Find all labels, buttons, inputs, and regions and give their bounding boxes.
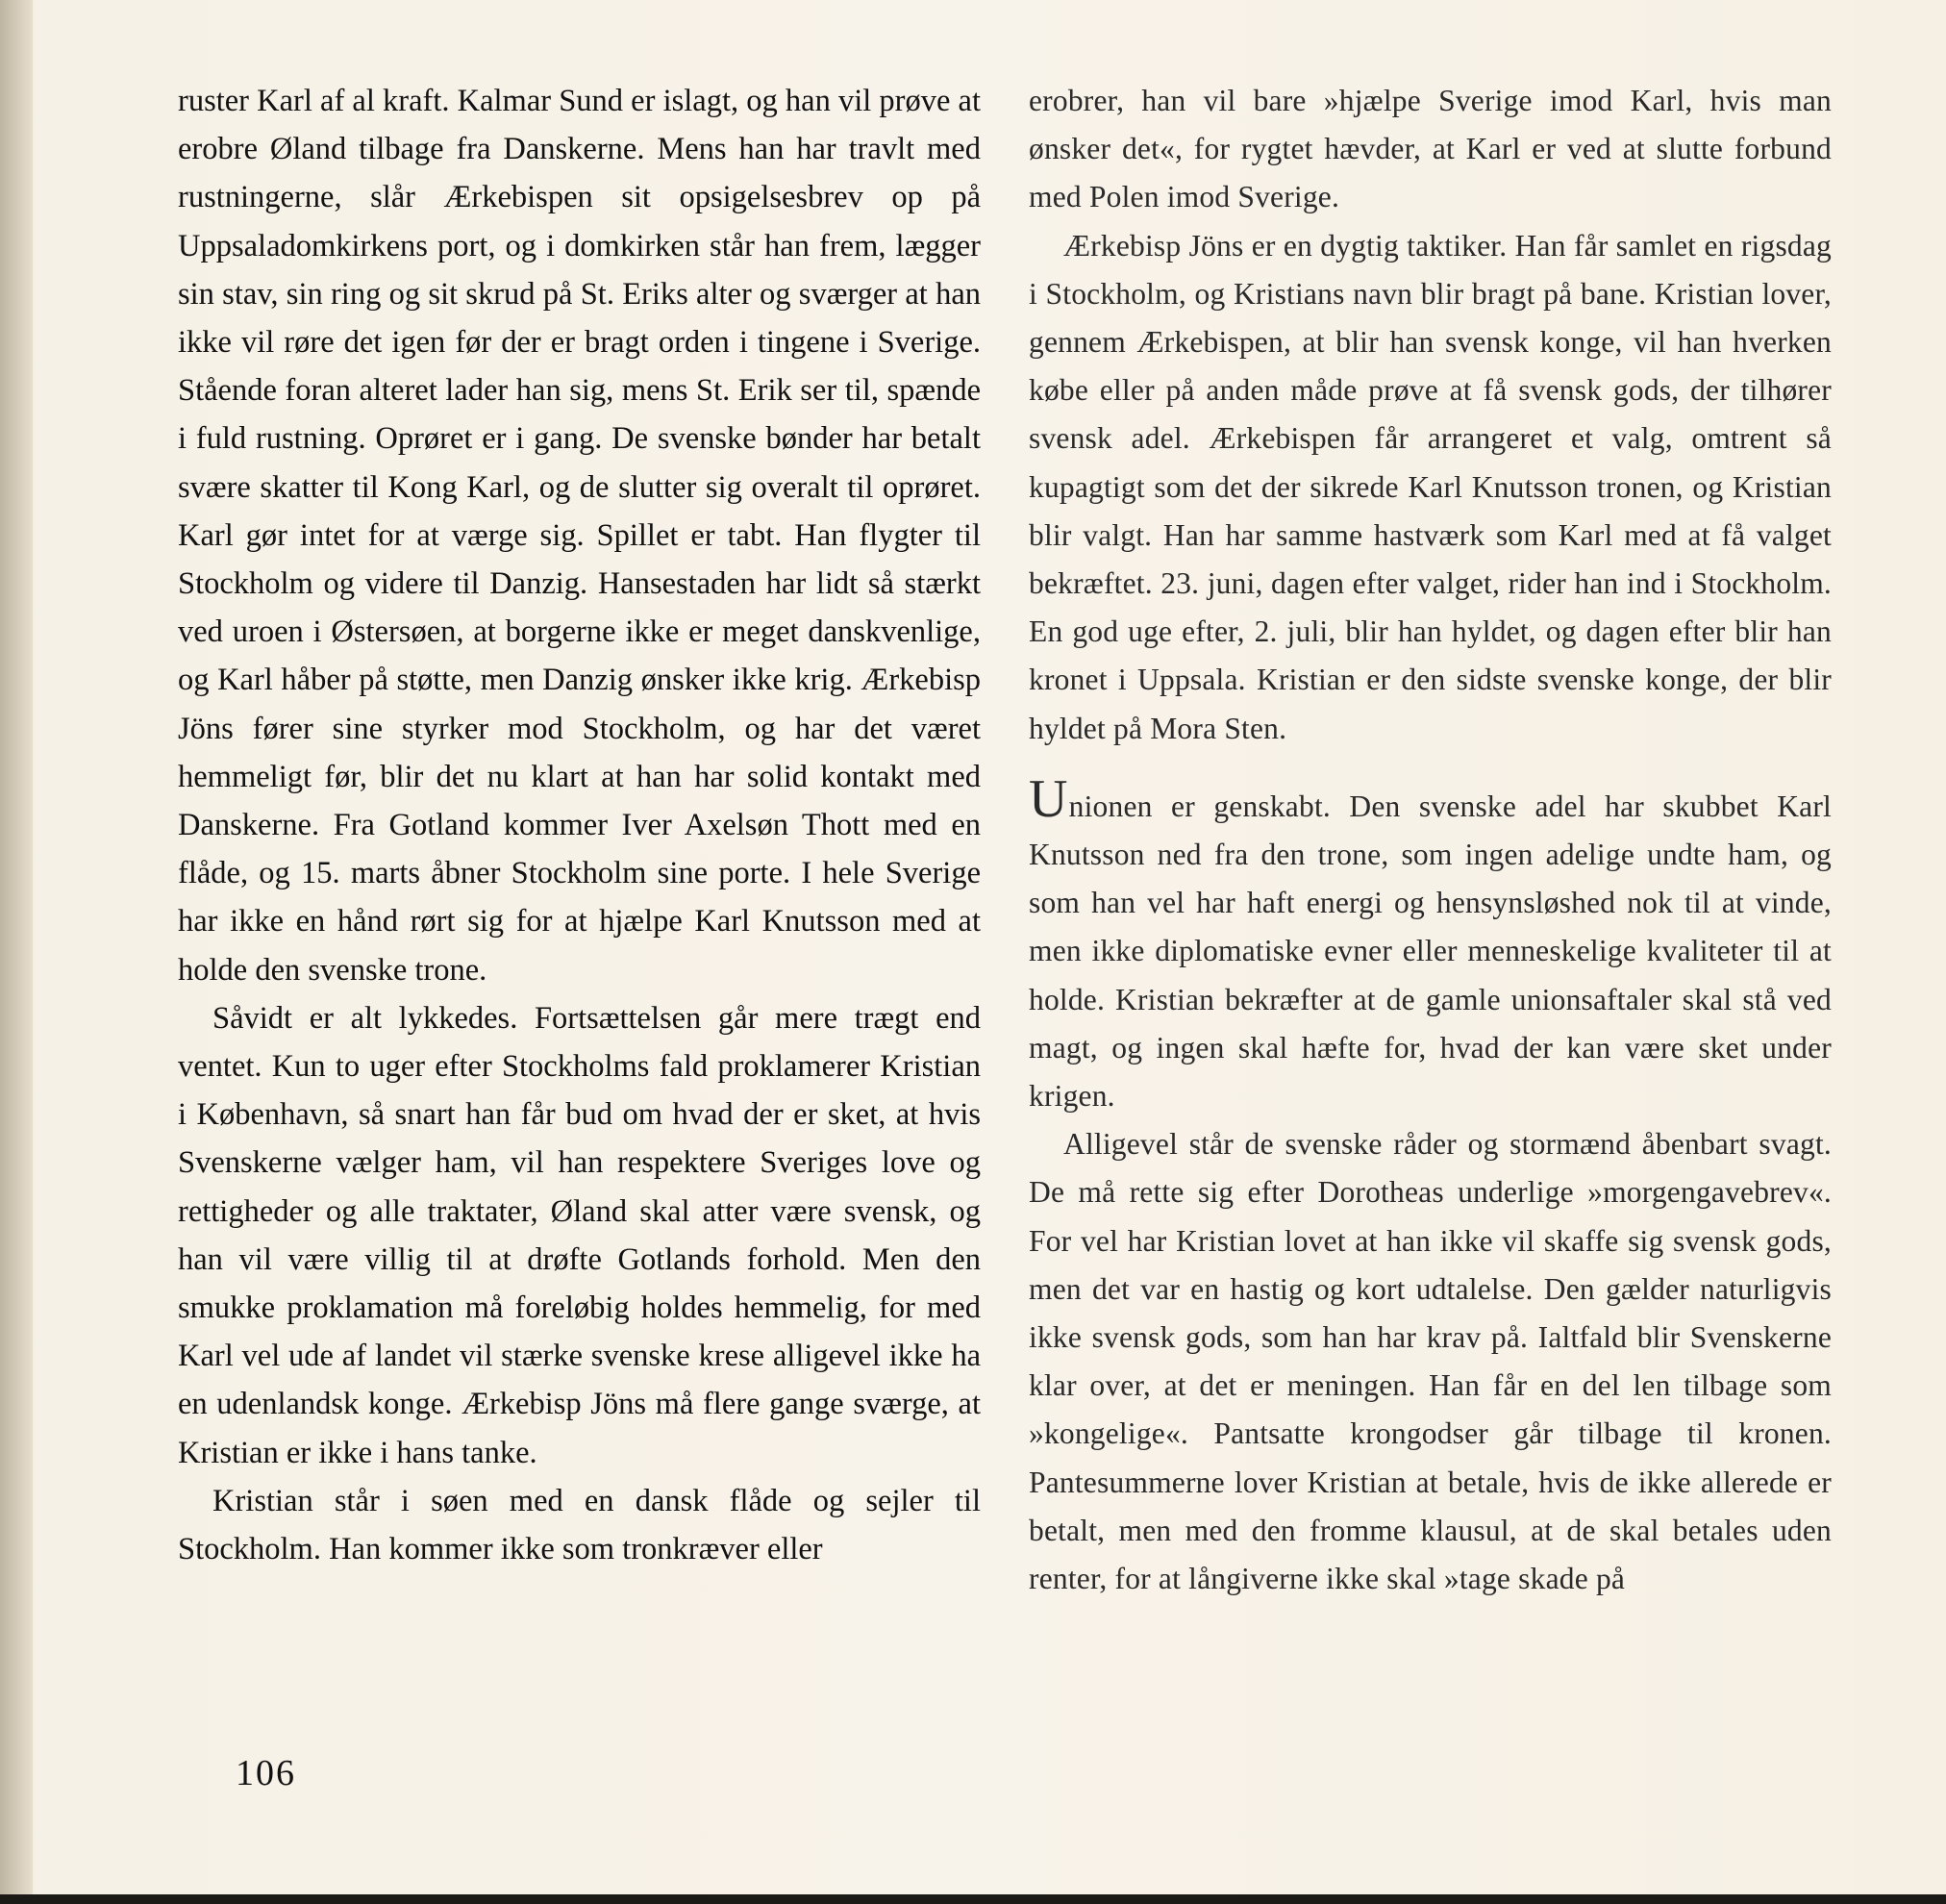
right-paragraph-3-text: nionen er genskabt. Den svenske adel har skubbet Karl Knutsson ned fra den trone, som ingen adelige undte ham, og som han vel har haft energi og hensynsløshed nok til at vinde, men ikke diplomatiske evner eller menneskelige kvaliteter til at holde. Kristian bekræfter at de gamle unionsaftaler skal stå ved magt, og ingen skal hæfte for, hvad der kan være sket under krigen.: [1029, 789, 1832, 1114]
right-paragraph-3: [1029, 768, 1832, 1120]
left-text-column: [178, 77, 981, 1573]
page-bottom-edge: [0, 1894, 1946, 1904]
page-number: 106: [236, 1753, 296, 1793]
left-paragraph-1: ruster Karl af al kraft. Kalmar Sund er islagt, og han vil prøve at erobre Øland tilbage fra Danskerne. Mens han har travlt med rustningerne, slår Ærkebispen sit opsigelsesbrev op på Uppsaladomkirkens port, og i domkirken står han frem, lægger sin stav, sin ring og sit skrud på St. Eriks alter og sværger at han ikke vil røre det igen før der er bragt orden i tingene i Sverige. Stående foran alteret lader han sig, mens St. Erik ser til, spænde i fuld rustning. Oprøret er i gang. De svenske bønder har betalt svære skatter til Kong Karl, og de slutter sig overalt til oprøret. Karl gør intet for at værge sig. Spillet er tabt. Han flygter til Stockholm og videre til Danzig. Hansestaden har lidt så stærkt ved uroen i Østersøen, at borgerne ikke er meget danskvenlige, og Karl håber på støtte, men Danzig ønsker ikke krig. Ærkebisp Jöns fører sine styrker mod Stockholm, og har det været hemmeligt før, blir det nu klart at han har solid kontakt med Danskerne. Fra Gotland kommer Iver Axelsøn Thott med en flåde, og 15. marts åbner Stockholm sine porte. I hele Sverige har ikke en hånd rørt sig for at hjælpe Karl Knutsson med at holde den svenske trone.: [178, 84, 981, 988]
right-paragraph-4: Alligevel står de svenske råder og stormænd åbenbart svagt. De må rette sig efter Dorotheas underlige »morgengavebrev«. For vel har Kristian lovet at han ikke vil skaffe sig svensk gods, men det var en hastig og kort udtalelse. Den gælder naturligvis ikke svensk gods, som han har krav på. Ialtfald blir Svenskerne klar over, at det er meningen. Han får en del len tilbage som »kongelige«. Pantsatte krongodser går tilbage til kronen. Pantesummerne lover Kristian at betale, hvis de ikke allerede er betalt, men med den fromme klausul, at de skal betales uden renter, for at långiverne ikke skal »tage skade på: [1029, 1127, 1832, 1596]
drop-cap-letter: U: [1029, 768, 1068, 829]
right-paragraph-1: erobrer, han vil bare »hjælpe Sverige imod Karl, hvis man ønsker det«, for rygtet hævder, at Karl er ved at slutte forbund med Polen imod Sverige.: [1029, 84, 1832, 214]
book-spine-shadow: [0, 0, 33, 1904]
left-paragraph-2: Såvidt er alt lykkedes. Fortsættelsen går mere trægt end ventet. Kun to uger efter Stockholms fald proklamerer Kristian i København, så snart han får bud om hvad der er sket, at hvis Svenskerne vælger ham, vil han respektere Sveriges love og rettigheder og alle traktater, Øland skal atter være svensk, og han vil være villig til at drøfte Gotlands forhold. Men den smukke proklamation må foreløbig holdes hemmelig, for med Karl vel ude af landet vil stærke svenske krese alligevel ikke ha en udenlandsk konge. Ærkebisp Jöns må flere gange sværge, at Kristian er ikke i hans tanke.: [178, 1000, 981, 1470]
left-paragraph-3: Kristian står i søen med en dansk flåde og sejler til Stockholm. Han kommer ikke som tronkræver eller: [178, 1483, 981, 1567]
right-paragraph-2: Ærkebisp Jöns er en dygtig taktiker. Han får samlet en rigsdag i Stockholm, og Kristians navn blir bragt på bane. Kristian lover, gennem Ærkebispen, at blir han svensk konge, vil han hverken købe eller på anden måde prøve at få svensk gods, der tilhører svensk adel. Ærkebispen får arrangeret et valg, omtrent så kupagtigt som det der sikrede Karl Knutsson tronen, og Kristian blir valgt. Han har samme hastværk som Karl med at få valget bekræftet. 23. juni, dagen efter valget, rider han ind i Stockholm. En god uge efter, 2. juli, blir han hyldet, og dagen efter blir han kronet i Uppsala. Kristian er den sidste svenske konge, der blir hyldet på Mora Sten.: [1029, 228, 1832, 745]
right-text-column: [1029, 77, 1832, 1603]
